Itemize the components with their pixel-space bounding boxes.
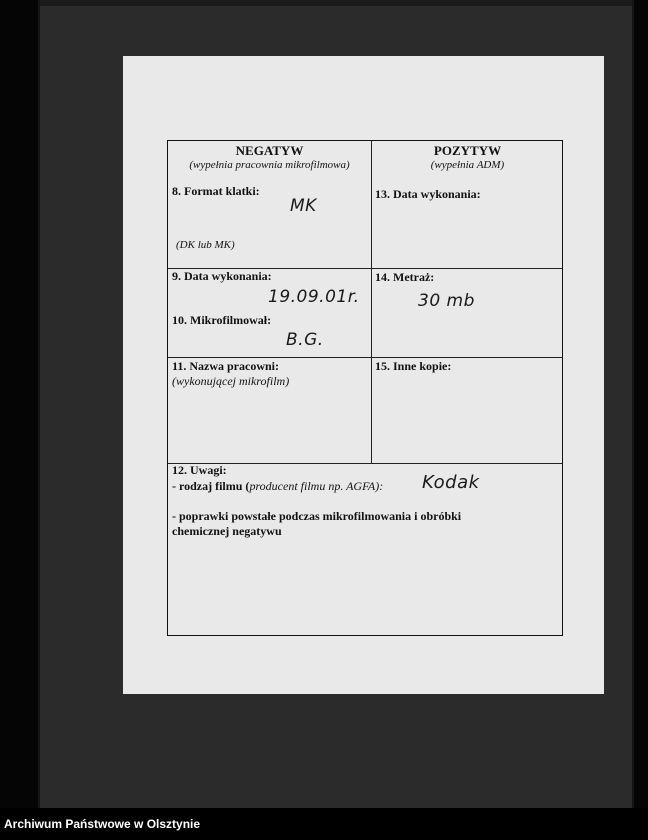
filmed-by-value: B.G.: [286, 330, 324, 350]
negatyw-title: NEGATYW: [235, 143, 304, 158]
format-label: 8. Format klatki:: [172, 184, 260, 198]
film-type-value: Kodak: [422, 472, 480, 493]
uwagi-label: 12. Uwagi:: [172, 463, 227, 477]
corrections-line-2: chemicznej negatywu: [172, 524, 282, 538]
pozytyw-header: [371, 143, 564, 171]
lab-hint: (wykonującej mikrofilm): [172, 374, 290, 388]
microfilm-form: [167, 140, 563, 636]
pozytyw-date-label: 13. Data wykonania:: [375, 187, 481, 201]
lab-label: 11. Nazwa pracowni:: [172, 359, 279, 373]
column-divider: [371, 141, 372, 463]
negatyw-date-label: 9. Data wykonania:: [172, 269, 272, 283]
pozytyw-subtitle: (wypełnia ADM): [430, 159, 505, 171]
film-type-hint: producent filmu np. AGFA: [249, 479, 376, 493]
filmed-by-label: 10. Mikrofilmował:: [172, 313, 272, 327]
corrections-line-1: - poprawki powstałe podczas mikrofilmowania i obróbki: [172, 509, 462, 523]
copies-label: 15. Inne kopie:: [375, 359, 452, 373]
pozytyw-title: POZYTYW: [433, 143, 502, 158]
length-value: 30 mb: [418, 291, 475, 311]
archive-name: Archiwum Państwowe w Olsztynie: [4, 817, 201, 831]
format-hint: (DK lub MK): [176, 239, 235, 251]
negatyw-header: [168, 143, 371, 171]
row-divider-3: [168, 463, 562, 464]
format-value: MK: [290, 196, 317, 216]
length-label: 14. Metraż:: [375, 270, 435, 284]
row-divider-2: [168, 357, 562, 358]
film-type-suffix: ):: [375, 479, 384, 493]
negatyw-subtitle: (wypełnia pracownia mikrofilmowa): [189, 159, 350, 171]
film-type-line: [172, 479, 383, 494]
negatyw-date-value: 19.09.01r.: [268, 287, 360, 307]
film-top-edge: [40, 0, 632, 6]
film-type-prefix: - rodzaj filmu (: [172, 479, 250, 493]
archive-footer: [0, 808, 648, 840]
